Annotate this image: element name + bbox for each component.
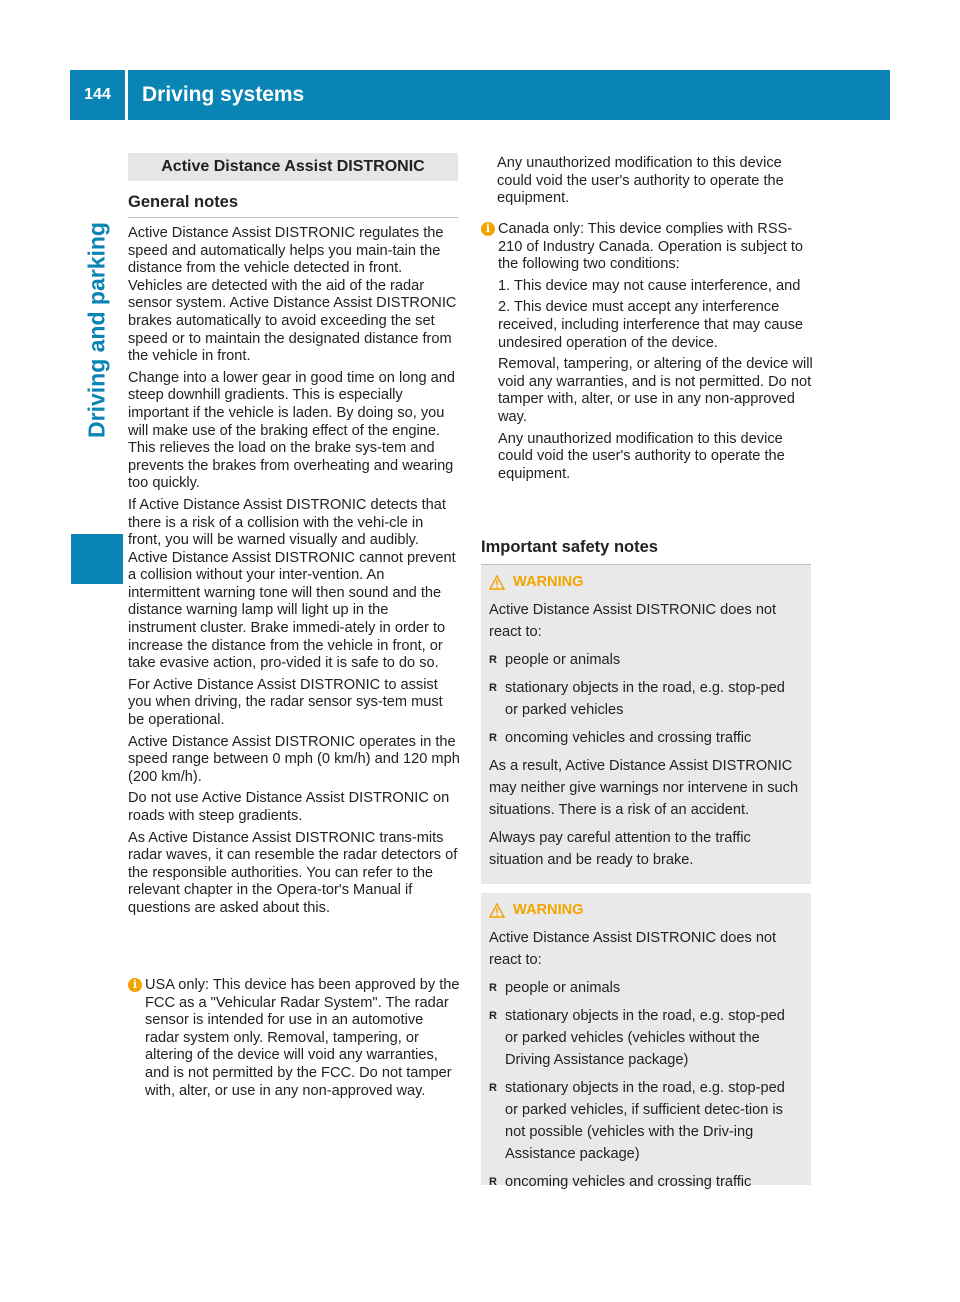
- warning-intro: Active Distance Assist DISTRONIC does not react to:: [489, 930, 777, 968]
- paragraph: Always pay careful attention to the traffic situation and be ready to brake.: [489, 830, 751, 868]
- usa-note-text: USA only: This device has been approved by the FCC as a "Vehicular Radar System". The radar sensor is intended for use in an automotive radar system only. Removal, tampering, or altering of the device will void any warranties, and is not permitted by the FCC. Do not tamper with, alter, or use in any non-approved way.: [145, 977, 460, 1099]
- paragraph: Do not use Active Distance Assist DISTRONIC on roads with steep gradients.: [128, 790, 450, 824]
- paragraph: Active Distance Assist DISTRONIC operates in the speed range between 0 mph (0 km/h) and 120 mph (200 km/h).: [128, 733, 460, 785]
- paragraph: Canada only: This device complies with RSS-210 of Industry Canada. Operation is subject to the following two conditions:: [498, 221, 804, 273]
- list-item: R people or animals: [489, 649, 801, 671]
- topic-title: Active Distance Assist DISTRONIC: [128, 153, 458, 181]
- bullet-icon: R: [489, 1176, 497, 1188]
- bullet-icon: R: [489, 654, 497, 666]
- warning-box: [481, 893, 811, 1190]
- page-number: 144: [84, 86, 111, 103]
- paragraph: 2. This device must accept any interference received, including interference that may cause undesired operation of the device.: [498, 299, 804, 351]
- paragraph: Change into a lower gear in good time on long and steep downhill gradients. This is especially important if the vehicle is laden. By doing so, you will make use of the braking effect of the engine. This relieves the load on the brake sys-tem and prevents the brakes from overheating and wearing too quickly.: [128, 369, 455, 492]
- list-item: R oncoming vehicles and crossing traffic: [489, 1171, 801, 1193]
- bullet-icon: R: [489, 682, 497, 694]
- safety-heading: Important safety notes: [481, 538, 658, 556]
- header-divider: [125, 70, 128, 120]
- heading-rule: [128, 217, 458, 218]
- warning-label: WARNING: [513, 574, 584, 590]
- warning-label: WARNING: [513, 902, 584, 918]
- paragraph: As a result, Active Distance Assist DISTRONIC may neither give warnings nor intervene in such situations. There is a risk of an accident.: [489, 758, 799, 818]
- general-notes-body: [128, 225, 460, 922]
- list-item: R stationary objects in the road, e.g. stop-ped or parked vehicles (vehicles without the Driving Assistance package): [489, 1005, 801, 1071]
- side-tab-label: Driving and parking: [83, 222, 110, 438]
- paragraph: As Active Distance Assist DISTRONIC trans-mits radar waves, it can resemble the radar detectors of the responsible authorities. You can refer to the relevant chapter in the Opera-tor's Manual if questions are asked about this.: [128, 829, 458, 916]
- side-tab: [71, 130, 123, 530]
- paragraph: Any unauthorized modification to this device could void the user's authority to operate the equipment.: [497, 155, 784, 207]
- paragraph: For Active Distance Assist DISTRONIC to assist you when driving, the radar sensor sys-tem must be operational.: [128, 676, 443, 729]
- usa-note-continued: [497, 155, 813, 212]
- paragraph: If Active Distance Assist DISTRONIC detects that there is a risk of a collision with the vehi-cle in front, you will be warned visually and audibly. Active Distance Assist DISTRONIC cannot prevent a collision without your inter-vention. An intermittent warning tone will then sound and the distance warning lamp will light up in the instrument cluster. Brake immedi-ately in order to increase the distance from the vehicle in front, or take evasive action, pro-vided it is safe to do so.: [128, 496, 456, 672]
- bullet-icon: R: [489, 982, 497, 994]
- warning-list: [489, 977, 801, 1193]
- list-item: R people or animals: [489, 977, 801, 999]
- bullet-icon: R: [489, 1010, 497, 1022]
- paragraph: 1. This device may not cause interference, and: [498, 277, 801, 294]
- list-item: R stationary objects in the road, e.g. stop-ped or parked vehicles: [489, 677, 801, 721]
- paragraph: Removal, tampering, or altering of the device will void any warranties, and is not permitted. Do not tamper with, alter, or use in any non-approved way.: [498, 356, 813, 425]
- warning-header: [489, 899, 801, 921]
- list-item: R stationary objects in the road, e.g. stop-ped or parked vehicles, if sufficient detec-tion is not possible (vehicles with the Driv-ing Assistance package): [489, 1077, 801, 1165]
- info-icon: i: [481, 222, 495, 236]
- warning-intro: Active Distance Assist DISTRONIC does not react to:: [489, 602, 777, 640]
- general-notes-heading: General notes: [128, 193, 239, 211]
- bullet-icon: R: [489, 1082, 497, 1094]
- warning-triangle-icon: [489, 575, 505, 590]
- list-item: R oncoming vehicles and crossing traffic: [489, 727, 801, 749]
- warning-triangle-icon: [489, 903, 505, 918]
- info-icon: i: [128, 978, 142, 992]
- warning-header: [489, 571, 801, 593]
- warning-box: [481, 565, 811, 884]
- paragraph: Active Distance Assist DISTRONIC regulates the speed and automatically helps you main-tain the distance from the vehicle detected in front. Vehicles are detected with the aid of the radar sensor system. Active Distance Assist DISTRONIC brakes automatically to avoid exceeding the set speed or to maintain the designated distance from the vehicle in front.: [128, 225, 457, 365]
- section-title: Driving systems: [142, 83, 305, 106]
- bullet-icon: R: [489, 732, 497, 744]
- warning-list: [489, 649, 801, 749]
- paragraph: Any unauthorized modification to this device could void the user's authority to operate the equipment.: [498, 430, 785, 482]
- side-tab-marker: [71, 534, 123, 584]
- page-header: [70, 70, 890, 120]
